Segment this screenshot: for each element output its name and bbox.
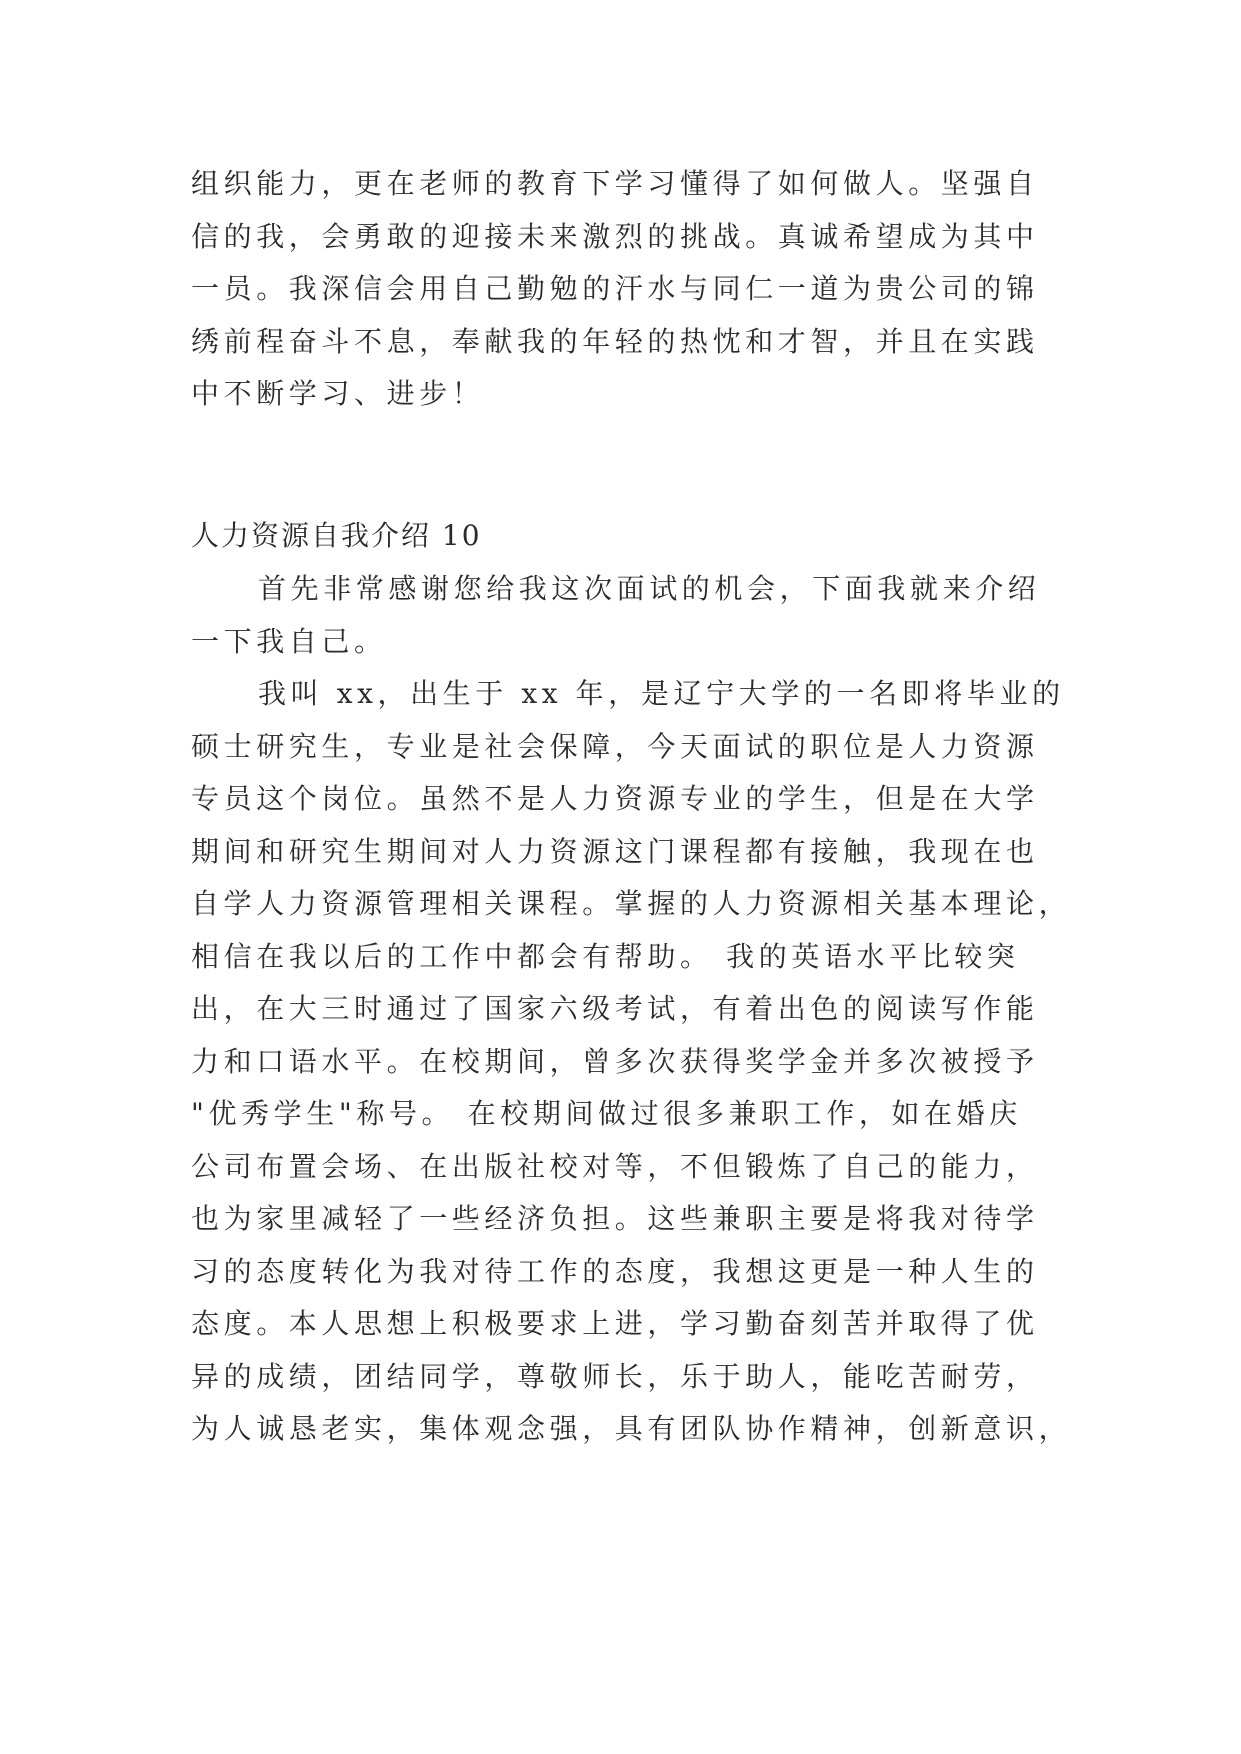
paragraph-line: 我叫 xx，出生于 xx 年，是辽宁大学的一名即将毕业的	[258, 677, 1065, 710]
paragraph-line: 专员这个岗位。虽然不是人力资源专业的学生，但是在大学	[191, 782, 1039, 815]
paragraph-line: 组织能力，更在老师的教育下学习懂得了如何做人。坚强自	[191, 167, 1039, 200]
paragraph-line: 为人诚恳老实，集体观念强，具有团队协作精神，创新意识，	[191, 1412, 1072, 1445]
paragraph-line: 态度。本人思想上积极要求上进，学习勤奋刻苦并取得了优	[191, 1307, 1039, 1340]
section-heading: 人力资源自我介绍 10	[191, 519, 482, 552]
paragraph-line: 出，在大三时通过了国家六级考试，有着出色的阅读写作能	[191, 992, 1039, 1025]
paragraph-line: 习的态度转化为我对待工作的态度，我想这更是一种人生的	[191, 1254, 1039, 1288]
paragraph-line: 期间和研究生期间对人力资源这门课程都有接触，我现在也	[191, 834, 1039, 868]
paragraph-line: 公司布置会场、在出版社校对等，不但锻炼了自己的能力，	[191, 1149, 1039, 1183]
paragraph-line: "优秀学生"称号。 在校期间做过很多兼职工作，如在婚庆	[191, 1097, 1022, 1130]
section-body	[191, 563, 1071, 1456]
paragraph-line: 绣前程奋斗不息，奉献我的年轻的热忱和才智，并且在实践	[191, 324, 1039, 358]
paragraph-line: 自学人力资源管理相关课程。掌握的人力资源相关基本理论，	[191, 887, 1072, 920]
paragraph-line: 信的我，会勇敢的迎接未来激烈的挑战。真诚希望成为其中	[191, 219, 1039, 253]
paragraph-line: 硕士研究生，专业是社会保障，今天面试的职位是人力资源	[191, 729, 1039, 763]
paragraph-line: 力和口语水平。在校期间，曾多次获得奖学金并多次被授予	[191, 1044, 1039, 1078]
paragraph-line: 中不断学习、进步！	[191, 377, 485, 410]
paragraph-line: 也为家里减轻了一些经济负担。这些兼职主要是将我对待学	[191, 1202, 1039, 1235]
paragraph-line: 一员。我深信会用自己勤勉的汗水与同仁一道为贵公司的锦	[191, 272, 1039, 305]
intro-paragraph	[191, 158, 1071, 421]
paragraph-line: 相信在我以后的工作中都会有帮助。 我的英语水平比较突	[191, 939, 1020, 973]
paragraph-line: 首先非常感谢您给我这次面试的机会，下面我就来介绍	[258, 572, 1041, 605]
paragraph-line: 一下我自己。	[191, 624, 387, 658]
paragraph-line: 异的成绩，团结同学，尊敬师长，乐于助人，能吃苦耐劳，	[191, 1359, 1039, 1393]
